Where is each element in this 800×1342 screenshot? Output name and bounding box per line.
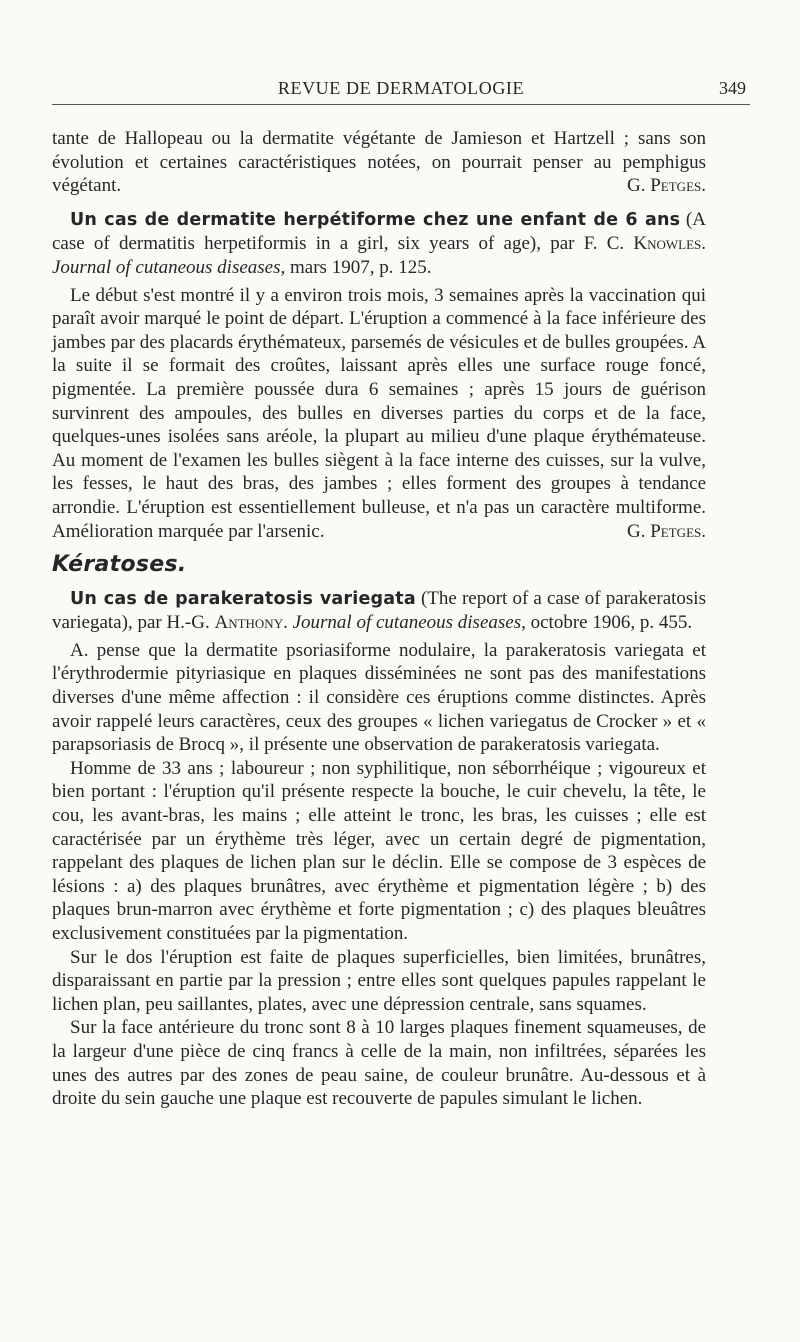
- article-date: mars 1907, p. 125.: [285, 256, 432, 278]
- article-citation: (The report of a case of parakeratosis variegata), par H.-G.: [52, 587, 706, 634]
- body-paragraph: Sur le dos l'éruption est faite de plaques superficielles, bien limitées, brunâtres, disparaissant en partie par la pression ; entre elles sont quelques papules rappelant le lichen plan, peu saillantes, plates, avec une dépression centrale, sans squames.: [52, 946, 706, 1015]
- page-number: 349: [719, 78, 746, 98]
- journal-name: Journal of cutaneous diseases,: [52, 256, 286, 278]
- running-header: [52, 74, 750, 105]
- article-author: Anthony: [214, 612, 284, 634]
- article-body: [52, 284, 706, 544]
- body-paragraph: A. pense que la dermatite psoriasiforme nodulaire, la parakeratosis variegata et l'érythrodermie pityriasique en plaques disséminées ne sont pas des manifestations diverses d'une même affection : il considère ces éruptions comme distinctes. Après avoir rappelé leurs caractères, ceux des groupes « lichen variegatus de Crocker » et « parapsoriasis de Brocq », il présente une observation de parakeratosis variegata.: [52, 639, 706, 756]
- article-heading: Un cas de parakeratosis variegata (The report of a case of parakeratosis variegata), par H.-G. Anthony. Journal of cutaneous diseases, octobre 1906, p. 455.: [52, 587, 706, 634]
- article-title: Un cas de dermatite herpétiforme chez une enfant de 6 ans: [70, 209, 681, 230]
- continued-text: tante de Hallopeau ou la dermatite végétante de Jamieson et Hartzell ; sans son évolution et certaines caractéristiques notées, on pourrait penser au pemphigus végétant.: [52, 128, 706, 197]
- body-paragraph: Sur la face antérieure du tronc sont 8 à 10 larges plaques finement squameuses, de la largeur d'une pièce de cinq francs à celle de la main, non infiltrées, séparées les unes des autres par des zones de peau saine, de couleur brunâtre. Au-dessous et à droite du sein gauche une plaque est recouverte de papules simulant le lichen.: [52, 1017, 706, 1110]
- body-text: [52, 127, 706, 1111]
- article-title: Un cas de parakeratosis variegata: [70, 588, 416, 609]
- signature: G. Petges.: [627, 520, 706, 542]
- article-heading: Un cas de dermatite herpétiforme chez une enfant de 6 ans (A case of dermatitis herpetiformis in a girl, six years of age), par F. C. Knowles. Journal of cutaneous diseases, mars 1907, p. 125.: [52, 208, 706, 278]
- article-body-text: Le début s'est montré il y a environ trois mois, 3 semaines après la vaccination qui paraît avoir marqué le point de départ. L'éruption a commencé à la face inférieure des jambes par des placards érythémateux, parsemés de vésicules et de bulles groupées. A la suite il se formait des croûtes, laissant après elles une surface rouge foncé, pigmentée. La première poussée dura 6 semaines ; après 15 jours de guérison survinrent des ampoules, des bulles en diverses parties du corps et de la face, quelques-unes isolées sans aréole, la plupart au milieu d'une plaque érythémateuse. Au moment de l'examen les bulles siègent à la face interne des cuisses, sur la vulve, les fesses, le haut des bras, des jambes ; elles forment des groupes à tendance arrondie. L'éruption est essentiellement bulleuse, et n'a pas un caractère multiforme. Amélioration marquée par l'arsenic.: [52, 284, 706, 542]
- continued-paragraph: [52, 127, 706, 198]
- article-citation: (A case of dermatitis herpetiformis in a girl, six years of age), par F. C.: [52, 208, 706, 255]
- article-author: Knowles: [633, 233, 702, 255]
- article-date: octobre 1906, p. 455.: [525, 612, 693, 634]
- body-paragraph: Homme de 33 ans ; laboureur ; non syphilitique, non séborrhéique ; vigoureux et bien portant : l'éruption qu'il présente respecte la bouche, le cuir chevelu, la tête, le cou, les avant-bras, les mains ; elle atteint le tronc, les bras, les cuisses ; elle est caractérisée par un érythème très léger, avec un certain degré de pigmentation, rappelant des plaques de lichen plan sur le déclin. Elle se compose de 3 espèces de lésions : a) des plaques brunâtres, avec érythème et pigmentation légère ; b) des plaques brun-marron avec érythème et forte pigmentation ; c) des plaques bleuâtres exclusivement constituées par la pigmentation.: [52, 757, 706, 944]
- section-heading: Kératoses.: [52, 552, 187, 578]
- signature: G. Petges.: [627, 175, 706, 197]
- journal-name: Journal of cutaneous diseases,: [292, 612, 526, 634]
- running-title: REVUE DE DERMATOLOGIE: [277, 78, 525, 98]
